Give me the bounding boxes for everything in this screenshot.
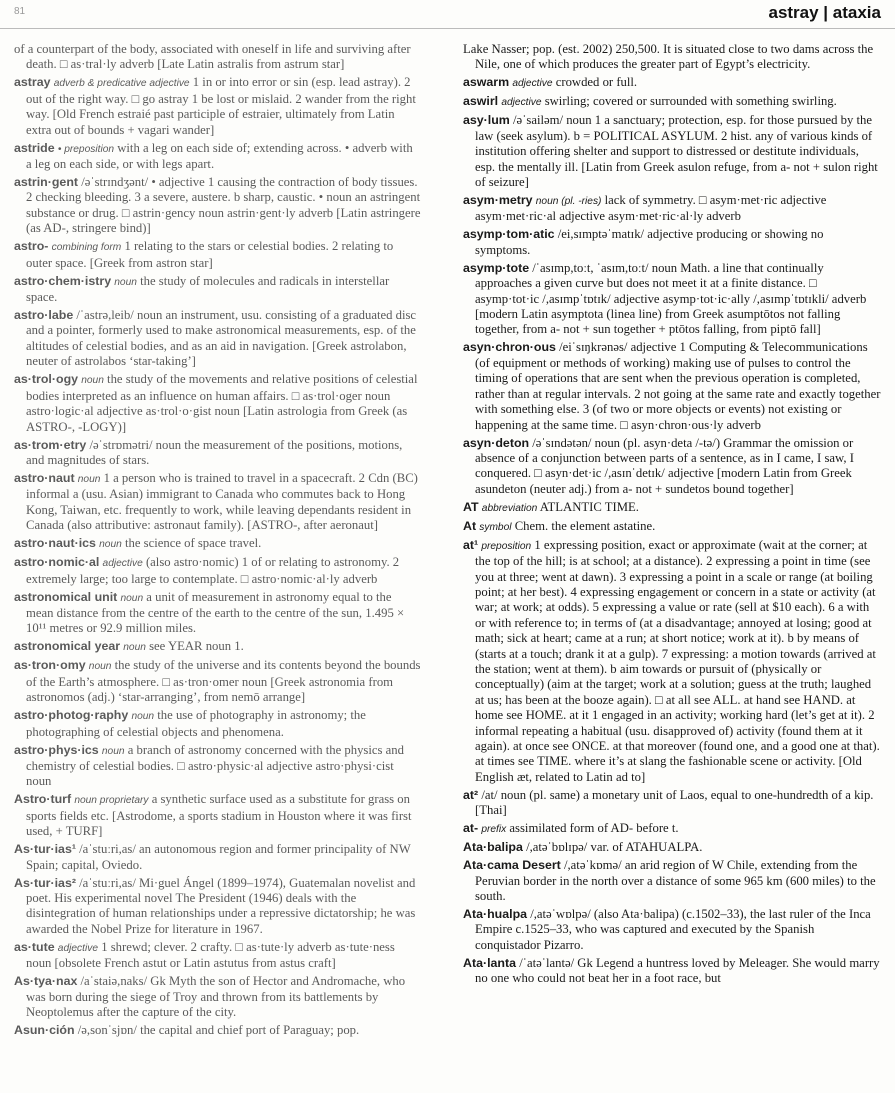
page-number: 81 bbox=[14, 6, 26, 17]
dictionary-entry bbox=[14, 308, 421, 370]
entry-definition: swirling; covered or surrounded with something swirling. bbox=[544, 94, 837, 109]
entry-definition: /at/ noun (pl. same) a monetary unit of Laos, equal to one-hundredth of a kip. [Thai] bbox=[475, 787, 874, 818]
entry-definition: the study of the movements and relative positions of celestial bodies interpreted as an influence on human affairs. □ as·trol·oger noun astro·logic·al adjective as·trol·o·gist noun [Latin astrologia from Greek (as ASTRO-, -LOGY)] bbox=[26, 372, 418, 434]
left-column bbox=[14, 42, 421, 1087]
entry-part-of-speech: noun proprietary bbox=[74, 795, 149, 807]
entry-headword: at² bbox=[463, 787, 479, 802]
dictionary-entry bbox=[463, 538, 881, 786]
dictionary-entry bbox=[463, 500, 881, 516]
entry-definition: 1 shrewd; clever. 2 crafty. □ as·tute·ly adverb as·tute·ness noun [obsolete French astut or Latin astutus from astus craft] bbox=[26, 939, 395, 971]
entry-headword: astro- bbox=[14, 239, 49, 254]
dictionary-entry bbox=[463, 821, 881, 837]
entry-part-of-speech: noun bbox=[99, 539, 122, 551]
entry-headword: asym·metry bbox=[463, 193, 533, 208]
entry-headword: astray bbox=[14, 75, 51, 90]
entry-part-of-speech: symbol bbox=[479, 521, 512, 533]
entry-headword: astro·nomic·al bbox=[14, 555, 100, 570]
entry-headword: astro·chem·istry bbox=[14, 273, 112, 288]
dictionary-entry bbox=[463, 436, 881, 498]
dictionary-entry bbox=[463, 340, 881, 432]
entry-part-of-speech: noun bbox=[114, 276, 137, 288]
entry-definition: /ˈatəˈlantə/ Gk Legend a huntress loved by Meleager. She would marry no one who could not beat her in a foot race, but bbox=[475, 955, 880, 986]
entry-definition: 1 relating to the stars or celestial bodies. 2 relating to outer space. [Greek from astron star] bbox=[26, 239, 394, 270]
dictionary-entry bbox=[14, 274, 421, 306]
entry-headword: Ata·cama Desert bbox=[463, 858, 561, 873]
entry-definition: /əˈstrɒmətri/ noun the measurement of the positions, motions, and magnitudes of stars. bbox=[26, 437, 403, 467]
guide-words: astray | ataxia bbox=[768, 3, 881, 22]
entry-headword: astro·labe bbox=[14, 308, 74, 323]
entry-part-of-speech: prefix bbox=[481, 824, 507, 836]
entry-headword: astro·photog·raphy bbox=[14, 708, 129, 723]
dictionary-entry bbox=[14, 372, 421, 435]
dictionary-entry bbox=[14, 792, 421, 839]
entry-part-of-speech: noun bbox=[123, 642, 146, 654]
dictionary-entry bbox=[463, 858, 881, 904]
entry-definition: the science of space travel. bbox=[124, 536, 262, 551]
dictionary-entry bbox=[463, 94, 881, 110]
dictionary-entry bbox=[14, 42, 421, 73]
entry-headword: astronomical year bbox=[14, 639, 121, 654]
entry-definition: lack of symmetry. □ asym·met·ric adjective asym·met·ric·al adjective asym·met·ric·al·ly adverb bbox=[475, 193, 827, 224]
entry-definition: /əˈstrɪndʒənt/ • adjective 1 causing the contraction of body tissues. 2 checking bleeding. 3 a severe, austere. b sharp, caustic. • noun an astringent substance or drug. □ astrin·gency noun astrin·gent·ly adverb [Latin astringere (as AD-, stringere bind)] bbox=[26, 175, 421, 236]
dictionary-entry bbox=[14, 639, 421, 655]
entry-definition: /,atəˈkɒmə/ an arid region of W Chile, extending from the Peruvian border in the north over a distance of some 965 km (600 miles) to the south. bbox=[475, 858, 876, 904]
entry-definition: a synthetic surface used as a substitute for grass on sports fields etc. [Astrodome, a sports stadium in Houston where it was first used, + TURF] bbox=[26, 792, 412, 839]
entry-part-of-speech: adjective bbox=[512, 78, 553, 90]
entry-headword: aswarm bbox=[463, 75, 510, 90]
dictionary-entry bbox=[463, 788, 881, 819]
entry-definition: 1 expressing position, exact or approximate (wait at the corner; at the top of the hill; is at school; at a distance). 2 expressing a point in time (see you at three; went at dawn). 3 expressing a point in a scale or range (at boiling point; at her best). 4 expressing engagement or concern in a state or activity (at war; at work; at odds). 5 expressing a value or rate (sell at $10 each). 6 a with or with reference to; in terms of (at a disadvantage; annoyed at losing; good at math; sick at heart; came at a run; at short notice; work at it). b by means of (starts at a touch; drank it at a gulp). 7 expressing: a motion towards (arrived at the station; went at them). b aim towards or pursuit of (physically or conceptually) (aim at the target; work at a solution; guess at the truth; laughed at us; has been at the booze again). □ at all see ALL. at hand see HAND. at home see HOME. at it 1 engaged in an activity; working hard (let’s get at it). 2 informal repeating a habitual (usu. disapproved of) activity (found them at it again). at once see ONCE. at that moreover (found one, and a good one at that). at times see TIME. where it’s at slang the fashionable scene or activity. [Old English æt, related to Latin ad to] bbox=[475, 537, 880, 784]
entry-headword: as·tute bbox=[14, 939, 55, 954]
entry-part-of-speech: • preposition bbox=[57, 143, 115, 155]
dictionary-entry bbox=[463, 193, 881, 225]
entry-headword: asymp·tom·atic bbox=[463, 227, 555, 242]
dictionary-entry bbox=[463, 519, 881, 535]
entry-definition: /ˈastrə,leib/ noun an instrument, usu. consisting of a graduated disc and a pointer, formerly used to make astronomical measurements, esp. of the altitudes of celestial bodies, and as an aid in navigation. [Greek astrolabon, neuter of astrolabos ‘star-taking’] bbox=[26, 308, 417, 369]
entry-headword: As·tur·ias² bbox=[14, 875, 76, 890]
entry-definition: 1 a person who is trained to travel in a spacecraft. 2 Cdn (BC) informal a (usu. Asian) immigrant to Canada who commutes back to Hong Kong, Taiwan, etc. frequently to work, while leaving dependants resident in Canada (also attributive: astronaut family). [ASTRO-, after aeronaut] bbox=[26, 470, 418, 533]
dictionary-entry bbox=[14, 175, 421, 237]
dictionary-entry bbox=[463, 956, 881, 987]
dictionary-entry bbox=[14, 708, 421, 740]
entry-definition: /,atəˈbɒlɪpə/ var. of ATAHUALPA. bbox=[526, 840, 703, 855]
dictionary-entry bbox=[463, 227, 881, 258]
entry-headword: at- bbox=[463, 821, 479, 836]
entry-headword: astronomical unit bbox=[14, 589, 118, 604]
entry-headword: Asun·ción bbox=[14, 1023, 75, 1038]
dictionary-entry bbox=[14, 555, 421, 587]
entry-definition: /aˈstuːri,as/ Mi·guel Ángel (1899–1974), Guatemalan novelist and poet. His experimental novel The President (1946) deals with the disintegration of human relationships under a repressive dictatorship; he was awarded the Nobel Prize for literature in 1967. bbox=[26, 875, 416, 936]
entry-part-of-speech: adverb & predicative adjective bbox=[53, 78, 190, 90]
entry-part-of-speech: adjective bbox=[57, 942, 99, 954]
entry-headword: At bbox=[463, 518, 477, 533]
entry-definition: see YEAR noun 1. bbox=[149, 639, 244, 654]
entry-definition: /əˈsailəm/ noun 1 a sanctuary; protection, esp. for those pursued by the law (seek asylum). b = POLITICAL ASYLUM. 2 hist. any of various kinds of institution offering shelter and support to distressed or destitute individuals, esp. the mentally ill. [Latin from Greek asulon refuge, from a- not + sulon right of seizure] bbox=[475, 113, 878, 190]
dictionary-entry bbox=[14, 876, 421, 938]
dictionary-entry bbox=[463, 907, 881, 953]
entry-headword: Astro·turf bbox=[14, 792, 72, 807]
dictionary-entry bbox=[14, 974, 421, 1020]
dictionary-entry bbox=[14, 239, 421, 271]
entry-headword: as·trol·ogy bbox=[14, 372, 79, 387]
entry-definition: 1 in or into error or sin (esp. lead astray). 2 out of the right way. □ go astray 1 be lost or mislaid. 2 wander from the right way. [Old French estraié past participle of estraier, ultimately from Latin extra out of bounds + vagari wander] bbox=[26, 75, 416, 137]
entry-definition: /aˈstaiə,naks/ Gk Myth the son of Hector and Andromache, who was born during the siege of Troy and thrown from its battlements by Neoptolemus after the capture of the city. bbox=[26, 974, 406, 1020]
entry-headword: Ata·hualpa bbox=[463, 907, 528, 922]
entry-definition: the study of the universe and its contents beyond the bounds of the Earth’s atmosphere. □ as·tron·omer noun [Greek astronomia from astronomos (adj.) ‘star-arranging’, from nemō arrange] bbox=[26, 658, 421, 705]
entry-definition: with a leg on each side of; extending across. • adverb with a leg on each side, or with legs apart. bbox=[26, 140, 413, 172]
entry-part-of-speech: abbreviation bbox=[481, 502, 538, 514]
entry-headword: aswirl bbox=[463, 94, 499, 109]
entry-headword: as·trom·etry bbox=[14, 437, 87, 452]
dictionary-entry bbox=[463, 261, 881, 338]
entry-definition: a unit of measurement in astronomy equal to the mean distance from the centre of the earth to the centre of the sun, 1.495 × 10¹¹ metres or 92.9 million miles. bbox=[26, 589, 405, 636]
entry-definition: /ˈasɪmp,toːt, ˈasɪm,toːt/ noun Math. a line that continually approaches a given curve but does not meet it at a finite distance. □ asymp·tot·ic /,asɪmpˈtɒtɪk/ adjective asymp·tot·ic·ally /,asɪmpˈtɒtɪkli/ adverb [modern Latin asymptota (linea line) from Greek asumptōtos not falling together, from a- not + sun together + ptōtos falling, from piptō fall] bbox=[475, 260, 867, 337]
entry-headword: asyn·deton bbox=[463, 435, 530, 450]
entry-headword: Ata·lanta bbox=[463, 955, 517, 970]
entry-headword: asyn·chron·ous bbox=[463, 340, 556, 355]
dictionary-entry bbox=[463, 75, 881, 91]
entry-part-of-speech: combining form bbox=[51, 242, 122, 254]
entry-headword: astride bbox=[14, 140, 55, 155]
entry-headword: As·tur·ias¹ bbox=[14, 842, 76, 857]
entry-definition: /əˈsɪndətən/ noun (pl. asyn·deta /-tə/) Grammar the omission or absence of a conjunction between parts of a sentence, as in I came, I saw, I conquered. □ asyn·det·ic /,asɪnˈdetɪk/ adjective [modern Latin from Greek asundeton (neuter adj.) from a- not + sundetos bound together] bbox=[475, 435, 854, 496]
entry-headword: asymp·tote bbox=[463, 260, 530, 275]
dictionary-entry bbox=[14, 75, 421, 138]
dictionary-entry bbox=[14, 1023, 421, 1038]
entry-definition: /eiˈsɪŋkrənəs/ adjective 1 Computing & Telecommunications (of equipment or methods of working) making use of pulses to control the timing of operations that are sent when the previous operation is completed, rather than at regular intervals. 2 not going at the same rate and exactly together with something else. 3 (of two or more objects or events) not existing or happening at the same time. □ asyn·chron·ous·ly adverb bbox=[475, 340, 881, 432]
entry-part-of-speech: noun bbox=[88, 661, 112, 673]
entry-headword: astro·naut bbox=[14, 470, 75, 485]
dictionary-entry bbox=[14, 940, 421, 972]
entry-definition: a branch of astronomy concerned with the physics and chemistry of celestial bodies. □ astro·physic·al adjective astro·physi·cist noun bbox=[26, 742, 404, 789]
entry-definition: the use of photography in astronomy; the photographing of celestial objects and phenomena. bbox=[26, 708, 366, 739]
entry-definition: /ə,sonˈsjɒn/ the capital and chief port of Paraguay; pop. bbox=[77, 1023, 360, 1038]
entry-part-of-speech: noun bbox=[101, 745, 125, 757]
dictionary-entry bbox=[14, 590, 421, 637]
entry-headword: astro·phys·ics bbox=[14, 742, 99, 757]
entry-definition: /ei,sɪmptəˈmatɪk/ adjective producing or showing no symptoms. bbox=[475, 227, 824, 257]
entry-definition: Chem. the element astatine. bbox=[514, 518, 656, 533]
entry-part-of-speech: noun (pl. -ries) bbox=[535, 196, 602, 208]
entry-part-of-speech: adjective bbox=[501, 97, 542, 109]
entry-definition: crowded or full. bbox=[555, 75, 638, 90]
dictionary-entry bbox=[463, 113, 881, 190]
entry-part-of-speech: noun bbox=[131, 711, 155, 723]
entry-part-of-speech: noun bbox=[81, 375, 104, 387]
entry-headword: AT bbox=[463, 499, 479, 514]
entry-part-of-speech: adjective bbox=[102, 558, 143, 570]
entry-definition: (also astro·nomic) 1 of or relating to astronomy. 2 extremely large; too large to contemplate. □ astro·nomic·al·ly adverb bbox=[26, 555, 400, 586]
dictionary-entry bbox=[463, 840, 881, 855]
dictionary-entry bbox=[14, 536, 421, 552]
entry-part-of-speech: noun bbox=[77, 473, 101, 485]
entry-headword: As·tya·nax bbox=[14, 974, 78, 989]
entry-headword: astro·naut·ics bbox=[14, 536, 96, 551]
entry-definition: /,atəˈwɒlpə/ (also Ata·balipa) (c.1502–33), the last ruler of the Inca Empire c.1525–33, who was captured and executed by the Spanish conquistador Pizarro. bbox=[475, 907, 871, 952]
entry-definition: the study of molecules and radicals in interstellar space. bbox=[26, 273, 390, 305]
entry-part-of-speech: noun bbox=[120, 592, 144, 604]
entry-definition: ATLANTIC TIME. bbox=[539, 499, 639, 514]
entry-headword: asy·lum bbox=[463, 113, 510, 128]
page-header bbox=[0, 0, 895, 29]
entry-headword: Ata·balipa bbox=[463, 840, 523, 855]
dictionary-entry bbox=[14, 842, 421, 873]
right-column bbox=[463, 42, 881, 1087]
dictionary-entry bbox=[14, 743, 421, 790]
entry-headword: as·tron·omy bbox=[14, 658, 86, 673]
entry-definition: assimilated form of AD- before t. bbox=[509, 821, 679, 836]
entry-definition: Lake Nasser; pop. (est. 2002) 250,500. It is situated close to two dams across the Nile, one of which produces the greater part of Egypt’s electricity. bbox=[463, 42, 874, 72]
dictionary-entry bbox=[463, 42, 881, 73]
entry-definition: of a counterpart of the body, associated with oneself in life and surviving after death. □ as·tral·ly adverb [Late Latin astralis from astrum star] bbox=[14, 42, 411, 72]
dictionary-entry bbox=[14, 471, 421, 534]
dictionary-entry bbox=[14, 141, 421, 173]
entry-part-of-speech: preposition bbox=[481, 540, 532, 552]
dictionary-entry bbox=[14, 658, 421, 705]
entry-headword: astrin·gent bbox=[14, 175, 79, 190]
entry-headword: at¹ bbox=[463, 537, 479, 552]
dictionary-entry bbox=[14, 438, 421, 469]
entry-definition: /aˈstuːri,as/ an autonomous region and former principality of NW Spain; capital, Oviedo. bbox=[26, 842, 411, 872]
